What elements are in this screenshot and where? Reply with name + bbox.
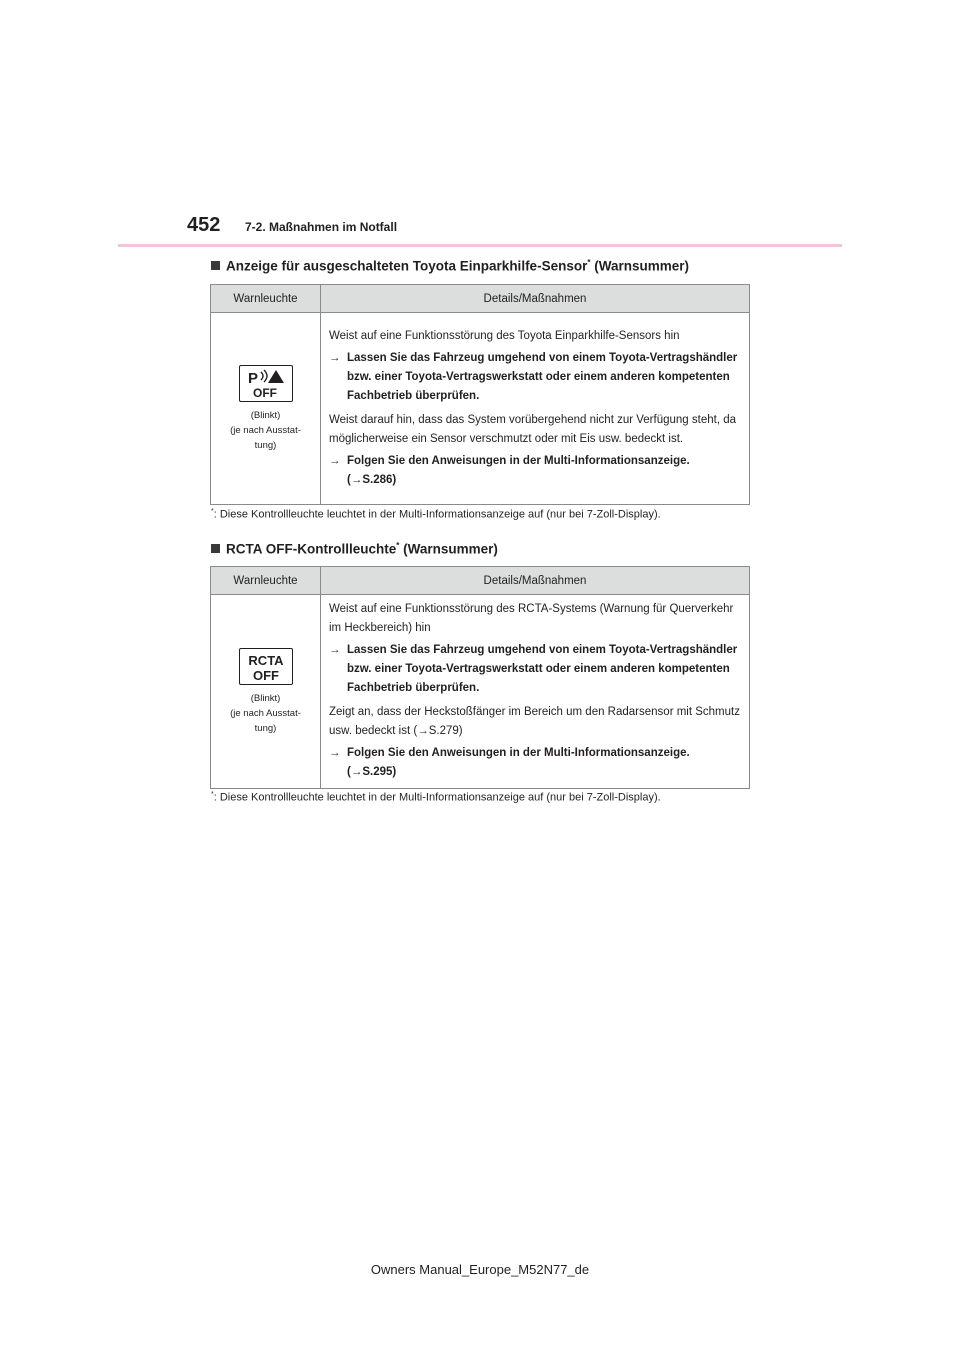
warning-table-rcta [210, 566, 750, 789]
action-text: Folgen Sie den Anweisungen in der Multi-Informationsanzeige. (→S.286) [347, 454, 690, 486]
arrow-icon: → [329, 747, 341, 759]
equipment-note-2: tung) [254, 722, 277, 734]
footnote [211, 508, 661, 521]
equipment-note-2: tung) [254, 439, 277, 451]
details-cell [321, 595, 750, 789]
section-heading-parking-sensor [211, 258, 689, 274]
rcta-off-icon [239, 648, 293, 685]
arrow-icon: → [329, 454, 341, 467]
action-item [329, 641, 741, 698]
footnote-star: * [396, 541, 400, 550]
footnote-star: * [211, 791, 214, 798]
blinkt-label: (Blinkt) [250, 692, 281, 704]
blinkt-label: (Blinkt) [250, 409, 281, 421]
footnote-star: * [211, 508, 214, 515]
detail-paragraph: Zeigt an, dass der Heckstoßfänger im Bereich um den Radarsensor mit Schmutz usw. bedeckt ist (→S.279) [329, 706, 740, 737]
column-header-details: Details/Maßnahmen [321, 567, 750, 595]
icon-text-rcta: RCTA [247, 652, 284, 668]
arrow-icon: → [329, 644, 341, 656]
bullet-square-icon [211, 261, 220, 270]
detail-paragraph: Weist auf eine Funktionsstörung des RCTA-Systems (Warnung für Querverkehr im Heckbereich) hin [329, 603, 734, 634]
header-rule [118, 244, 842, 247]
action-text: Lassen Sie das Fahrzeug umgehend von einem Toyota-Vertragshändler bzw. einer Toyota-Vertragswerkstatt oder einem anderen kompetenten Fachbetrieb überprüfen. [347, 351, 738, 402]
icon-text-off: OFF [252, 667, 279, 683]
heading-suffix: (Warnsummer) [399, 541, 498, 557]
arrow-icon: → [329, 351, 341, 364]
column-header-warnleuchte: Warnleuchte [211, 285, 321, 313]
page-number: 452 [187, 214, 221, 236]
footnote-text: : Diese Kontrollleuchte leuchtet in der Multi-Informationsanzeige auf (nur bei 7-Zoll-Display). [213, 791, 661, 804]
equipment-note-1: (je nach Ausstat- [230, 424, 301, 436]
heading-text: Anzeige für ausgeschalteten Toyota Einparkhilfe-Sensor [226, 258, 588, 274]
heading-suffix: (Warnsummer) [590, 258, 689, 274]
parking-sensor-off-icon [239, 365, 293, 402]
equipment-note-1: (je nach Ausstat- [230, 707, 301, 719]
heading-text: RCTA OFF-Kontrollleuchte [226, 541, 397, 557]
icon-cell [211, 595, 321, 789]
action-text: Lassen Sie das Fahrzeug umgehend von einem Toyota-Vertragshändler bzw. einer Toyota-Vertragswerkstatt oder einem anderen kompetenten Fachbetrieb überprüfen. [347, 644, 738, 694]
action-item [329, 349, 741, 406]
footnote-text: : Diese Kontrollleuchte leuchtet in der Multi-Informationsanzeige auf (nur bei 7-Zoll-Display). [213, 508, 661, 521]
footnote [211, 791, 661, 804]
detail-paragraph: Weist darauf hin, dass das System vorübergehend nicht zur Verfügung steht, da möglicherweise ein Sensor verschmutzt oder mit Eis usw. bedeckt ist. [329, 413, 736, 445]
bullet-square-icon [211, 544, 220, 553]
action-item [329, 744, 741, 782]
detail-paragraph: Weist auf eine Funktionsstörung des Toyota Einparkhilfe-Sensors hin [329, 329, 680, 342]
warning-table-parking-sensor [210, 284, 750, 505]
details-cell [321, 313, 750, 505]
action-text: Folgen Sie den Anweisungen in der Multi-Informationsanzeige. (→S.295) [347, 747, 690, 778]
icon-letter-p: P [247, 369, 258, 387]
column-header-warnleuchte: Warnleuchte [211, 567, 321, 595]
document-footer: Owners Manual_Europe_M52N77_de [370, 1262, 590, 1277]
section-title: 7-2. Maßnahmen im Notfall [245, 220, 398, 234]
section-heading-rcta [211, 541, 498, 557]
action-item [329, 452, 741, 490]
column-header-details: Details/Maßnahmen [321, 285, 750, 313]
icon-text-off: OFF [252, 385, 277, 400]
footnote-star: * [587, 258, 591, 267]
icon-cell [211, 313, 321, 505]
